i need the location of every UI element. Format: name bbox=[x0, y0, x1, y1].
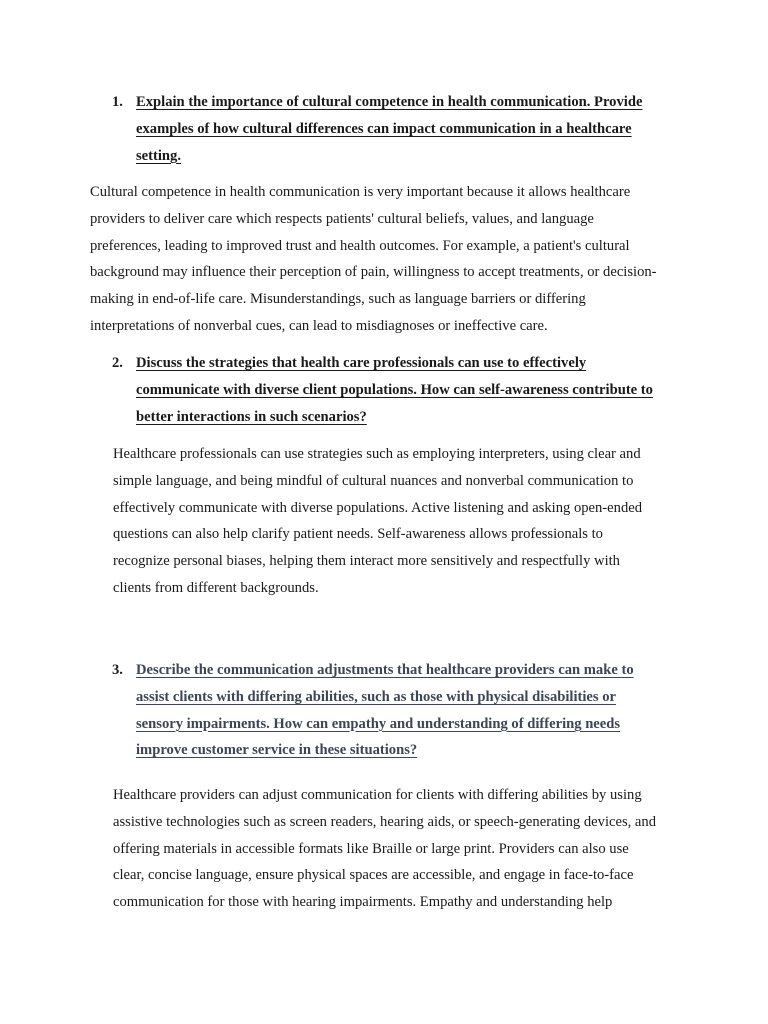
answer-line: background may influence their perception of pain, willingness to accept treatments, or decision- bbox=[90, 264, 657, 281]
question-line: examples of how cultural differences can impact communication in a healthcare bbox=[136, 120, 632, 137]
answer-line: communication for those with hearing impairments. Empathy and understanding help bbox=[113, 894, 613, 911]
question-number: 1. bbox=[112, 94, 123, 110]
question-line: communicate with diverse client populations. How can self-awareness contribute to bbox=[136, 381, 653, 398]
question-line: improve customer service in these situations? bbox=[136, 742, 418, 759]
answer-line: providers to deliver care which respects patients' cultural beliefs, values, and language bbox=[90, 210, 594, 227]
question-number: 2. bbox=[112, 355, 123, 371]
question-text bbox=[136, 657, 681, 764]
question-line: sensory impairments. How can empathy and understanding of differing needs bbox=[136, 715, 621, 732]
answer-line: assistive technologies such as screen readers, hearing aids, or speech-generating devices, and bbox=[113, 813, 657, 830]
answer-line: simple language, and being mindful of cultural nuances and nonverbal communication to bbox=[113, 472, 634, 489]
answer-line: Cultural competence in health communication is very important because it allows healthcare bbox=[90, 184, 631, 200]
question-line: assist clients with differing abilities, such as those with physical disabilities or bbox=[136, 688, 617, 705]
question-number: 3. bbox=[112, 662, 123, 678]
answer-line: offering materials in accessible formats like Braille or large print. Providers can also use bbox=[113, 840, 629, 857]
answer-line: making in end-of-life care. Misunderstandings, such as language barriers or differing bbox=[90, 291, 586, 308]
answer-line: Healthcare providers can adjust communication for clients with differing abilities by using bbox=[113, 787, 642, 803]
answer-3 bbox=[113, 782, 713, 916]
answer-line: interpretations of nonverbal cues, can lead to misdiagnoses or ineffective care. bbox=[90, 317, 548, 334]
question-text bbox=[136, 89, 681, 169]
question-line: Discuss the strategies that health care professionals can use to effectively bbox=[136, 355, 587, 371]
answer-line: Healthcare professionals can use strategies such as employing interpreters, using clear and bbox=[113, 446, 641, 462]
question-line: better interactions in such scenarios? bbox=[136, 408, 367, 425]
answer-line: preferences, leading to improved trust and health outcomes. For example, a patient's cultural bbox=[90, 237, 630, 254]
answer-line: questions can also help clarify patient needs. Self-awareness allows professionals to bbox=[113, 526, 603, 543]
answer-2 bbox=[113, 441, 713, 602]
answer-line: recognize personal biases, helping them interact more sensitively and respectfully with bbox=[113, 553, 620, 570]
answer-line: effectively communicate with diverse populations. Active listening and asking open-ended bbox=[113, 499, 643, 516]
question-line: Describe the communication adjustments that healthcare providers can make to bbox=[136, 662, 634, 678]
answer-line: clear, concise language, ensure physical spaces are accessible, and engage in face-to-face bbox=[113, 867, 634, 884]
answer-1 bbox=[90, 179, 690, 340]
question-line: Explain the importance of cultural competence in health communication. Provide bbox=[136, 94, 643, 110]
question-line: setting. bbox=[136, 147, 181, 164]
question-text bbox=[136, 350, 681, 430]
answer-line: clients from different backgrounds. bbox=[113, 579, 319, 596]
